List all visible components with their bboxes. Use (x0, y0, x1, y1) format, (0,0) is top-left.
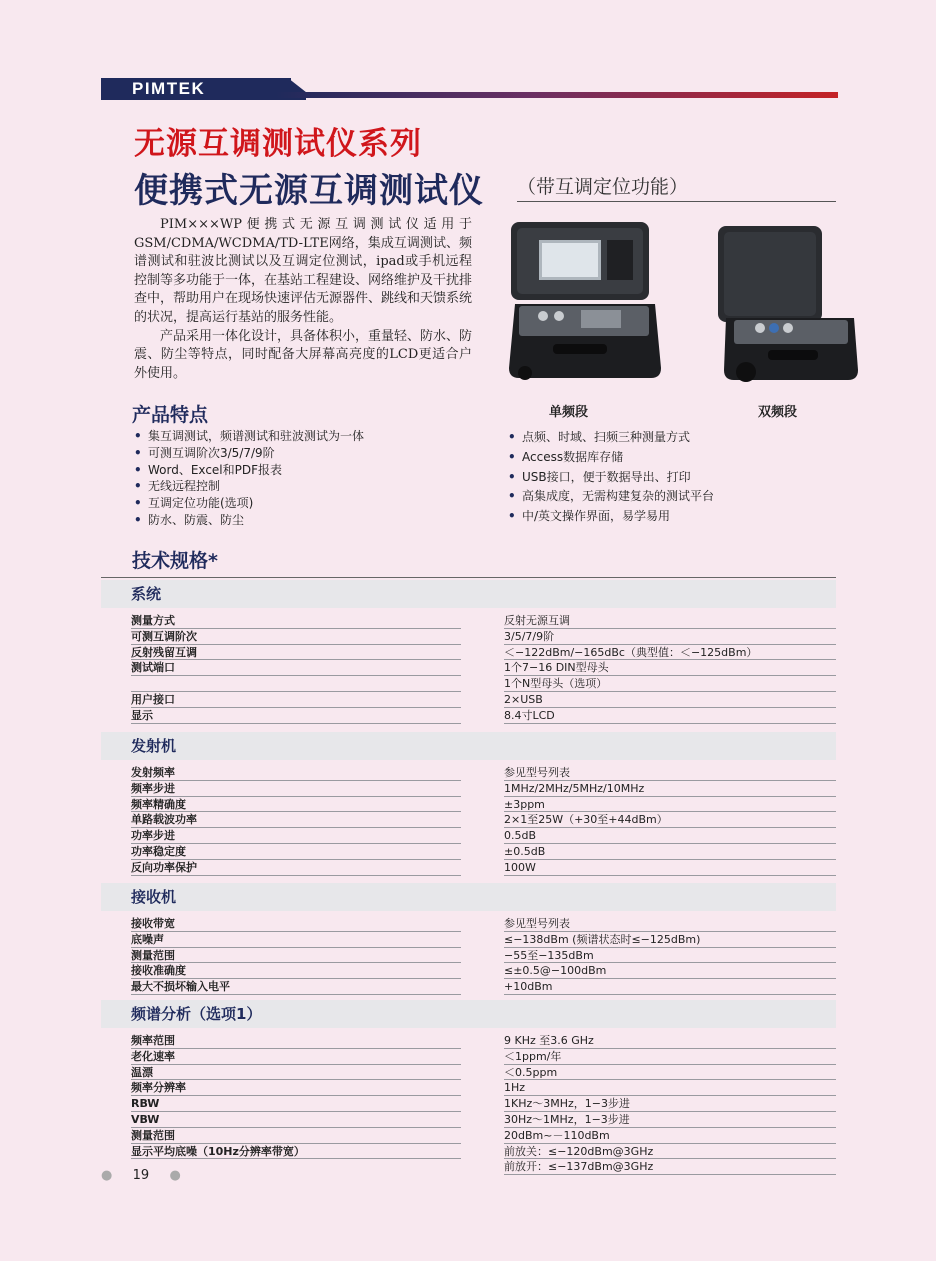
spec-value: 100W (504, 860, 836, 876)
spec-key: 显示平均底噪（10Hz分辨率带宽） (131, 1144, 461, 1160)
spec-key: 测量范围 (131, 948, 461, 964)
spec-row (101, 613, 836, 629)
spec-row (101, 844, 836, 860)
spec-key: 接收准确度 (131, 963, 461, 979)
title-underline (517, 201, 836, 202)
spec-row (101, 1112, 836, 1128)
spec-row (101, 1065, 836, 1081)
feature-item: • 高集成度，无需构建复杂的测试平台 (508, 487, 828, 507)
page-footer (101, 1168, 181, 1183)
spec-key: 测量方式 (131, 613, 461, 629)
feature-item: • USB接口，便于数据导出、打印 (508, 468, 828, 488)
spec-key: 功率步进 (131, 828, 461, 844)
spec-section-system (101, 580, 836, 724)
page-number: 19 (132, 1168, 150, 1183)
spec-value: 0.5dB (504, 828, 836, 844)
specs-divider (101, 577, 836, 578)
spec-key: 用户接口 (131, 692, 461, 708)
spec-section-title: 发射机 (101, 732, 836, 760)
spec-key: VBW (131, 1112, 461, 1128)
spec-row (101, 765, 836, 781)
feature-item: • 中/英文操作界面，易学易用 (508, 507, 828, 527)
spec-value: 8.4寸LCD (504, 708, 836, 724)
feature-item: • 集互调测试，频谱测试和驻波测试为一体 (134, 428, 464, 445)
spec-row (101, 1159, 836, 1175)
spec-key (131, 676, 461, 692)
product-label-dual-band: 双频段 (758, 405, 798, 420)
spec-row (101, 797, 836, 813)
spec-value: 参见型号列表 (504, 765, 836, 781)
brand-band (101, 78, 838, 100)
spec-value: ±3ppm (504, 797, 836, 813)
spec-value: 9 KHz 至3.6 GHz (504, 1033, 836, 1049)
spec-value: ≤−138dBm (频谱状态时≤−125dBm) (504, 932, 836, 948)
spec-key: 测量范围 (131, 1128, 461, 1144)
spec-key: 可测互调阶次 (131, 629, 461, 645)
spec-value: 前放关：≤−120dBm@3GHz (504, 1144, 836, 1160)
feature-list-left (134, 428, 464, 529)
spec-key: 温漂 (131, 1065, 461, 1081)
spec-row (101, 828, 836, 844)
spec-value: +10dBm (504, 979, 836, 995)
spec-value: 1KHz～3MHz，1−3步进 (504, 1096, 836, 1112)
spec-key: 功率稳定度 (131, 844, 461, 860)
spec-value: 前放开：≤−137dBm@3GHz (504, 1159, 836, 1175)
spec-value: ＜1ppm/年 (504, 1049, 836, 1065)
spec-row (101, 948, 836, 964)
spec-value: 1Hz (504, 1080, 836, 1096)
spec-key: 最大不损坏输入电平 (131, 979, 461, 995)
footer-dot-icon: ● (169, 1168, 181, 1183)
spec-key: RBW (131, 1096, 461, 1112)
spec-key: 底噪声 (131, 932, 461, 948)
spec-value: −55至−135dBm (504, 948, 836, 964)
spec-row (101, 660, 836, 676)
spec-value: 1MHz/2MHz/5MHz/10MHz (504, 781, 836, 797)
spec-value: ±0.5dB (504, 844, 836, 860)
spec-row (101, 812, 836, 828)
spec-row (101, 979, 836, 995)
spec-key: 单路载波功率 (131, 812, 461, 828)
spec-value: 20dBm~－110dBm (504, 1128, 836, 1144)
spec-section-title: 频谱分析（选项1） (101, 1000, 836, 1028)
spec-section-title: 接收机 (101, 883, 836, 911)
features-heading: 产品特点 (132, 404, 209, 426)
feature-item: • 互调定位功能(选项) (134, 495, 464, 512)
specs-heading: 技术规格* (132, 550, 218, 572)
footer-dot-icon: ● (101, 1168, 113, 1183)
spec-key: 频率范围 (131, 1033, 461, 1049)
spec-row (101, 1128, 836, 1144)
series-title: 无源互调测试仪系列 (134, 126, 422, 162)
spec-row (101, 1033, 836, 1049)
spec-row (101, 963, 836, 979)
spec-row (101, 676, 836, 692)
intro-paragraph: 产品采用一体化设计，具备体积小，重量轻、防水、防震、防尘等特点，同时配备大屏幕高亮度的LCD更适合户外使用。 (134, 328, 473, 381)
feature-item: • 可测互调阶次3/5/7/9阶 (134, 445, 464, 462)
spec-row (101, 645, 836, 661)
spec-key: 频率分辨率 (131, 1080, 461, 1096)
spec-row (101, 1049, 836, 1065)
spec-value: 30Hz～1MHz，1−3步进 (504, 1112, 836, 1128)
intro-paragraph: PIM×××WP便携式无源互调测试仪适用于GSM/CDMA/WCDMA/TD-LTE网络，集成互调测试、频谱测试和驻波比测试以及互调定位测试，ipad或手机远程控制等多功能于一体，在基站工程建设、网络维护及干扰排查中，帮助用户在现场快速评估无源器件、跳线和天馈系统的状况，提高运行基站的服务性能。 (134, 217, 473, 325)
spec-key: 反射残留互调 (131, 645, 461, 661)
spec-row (101, 860, 836, 876)
product-photo-single-band (505, 218, 665, 383)
spec-value: ＜−122dBm/−165dBc（典型值：＜−125dBm） (504, 645, 836, 661)
spec-value: 2×1至25W（+30至+44dBm） (504, 812, 836, 828)
spec-value: 参见型号列表 (504, 916, 836, 932)
spec-value: 1个7−16 DIN型母头 (504, 660, 836, 676)
spec-value: ＜0.5ppm (504, 1065, 836, 1081)
feature-list-right (508, 428, 828, 527)
spec-key: 反向功率保护 (131, 860, 461, 876)
spec-key: 频率精确度 (131, 797, 461, 813)
spec-key: 老化速率 (131, 1049, 461, 1065)
feature-item: • 防水、防震、防尘 (134, 512, 464, 529)
feature-item: • 点频、时域、扫频三种测量方式 (508, 428, 828, 448)
intro-text (134, 216, 472, 383)
spec-row (101, 916, 836, 932)
spec-section-spectrum (101, 1000, 836, 1175)
spec-value: 1个N型母头（选项） (504, 676, 836, 692)
spec-value: 2×USB (504, 692, 836, 708)
spec-row (101, 932, 836, 948)
feature-item: • Word、Excel和PDF报表 (134, 462, 464, 479)
spec-row (101, 692, 836, 708)
spec-row (101, 708, 836, 724)
spec-row (101, 1096, 836, 1112)
spec-key: 接收带宽 (131, 916, 461, 932)
spec-key: 显示 (131, 708, 461, 724)
page-title: 便携式无源互调测试仪 (134, 171, 484, 211)
product-label-single-band: 单频段 (549, 405, 589, 420)
feature-item: • Access数据库存储 (508, 448, 828, 468)
spec-section-transmitter (101, 732, 836, 876)
spec-section-receiver (101, 883, 836, 995)
spec-section-title: 系统 (101, 580, 836, 608)
spec-row (101, 1080, 836, 1096)
spec-value: 反射无源互调 (504, 613, 836, 629)
product-photo-dual-band (714, 222, 864, 384)
spec-key: 发射频率 (131, 765, 461, 781)
spec-row (101, 781, 836, 797)
spec-row (101, 629, 836, 645)
spec-key: 频率步进 (131, 781, 461, 797)
spec-key: 测试端口 (131, 660, 461, 676)
spec-row (101, 1144, 836, 1160)
brand-name: PIMTEK (132, 79, 206, 98)
page-subtitle: （带互调定位功能） (517, 176, 689, 198)
spec-value: 3/5/7/9阶 (504, 629, 836, 645)
spec-value: ≤±0.5@−100dBm (504, 963, 836, 979)
feature-item: • 无线远程控制 (134, 478, 464, 495)
